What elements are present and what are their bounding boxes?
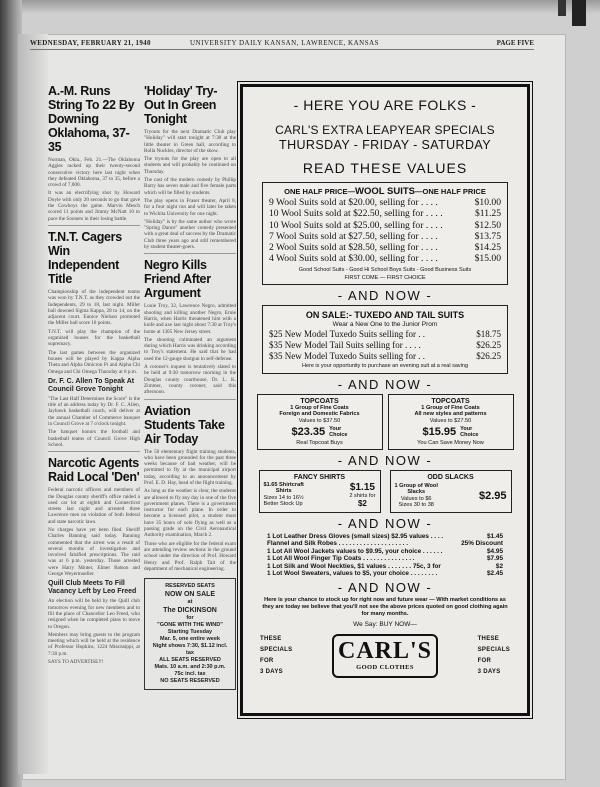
logo-carls: CARL'S: [337, 637, 433, 664]
topcoat-price-row: [393, 426, 509, 439]
lot-line: [267, 563, 503, 570]
divider: [144, 399, 236, 400]
shirts-line: Better Stock Up: [263, 501, 303, 508]
article-text: No charges have yet been filed. Sheriff Charles Banning said today. Banning commented that the arrest was a result of several months of investigation and involved falsified prescriptions. The raid was at 6 p.m. yesterday. Those arrested were Harry Minter, Elmer Batson and George Weyermueller.: [48, 526, 140, 578]
notice-line: The DICKINSON: [163, 607, 217, 615]
specials-line: THESE: [260, 635, 282, 642]
header-date: WEDNESDAY, FEBRUARY 21, 1940: [30, 39, 151, 47]
lot-text: 1 Lot Silk and Wool Neckties, $1 values . . . . . . . 75c, 3 for: [267, 562, 441, 570]
slacks-line: Values to $6: [400, 495, 432, 502]
ad-specials: CARL'S EXTRA LEAPYEAR SPECIALS: [275, 123, 495, 137]
ad-title: - HERE YOU ARE FOLKS -: [293, 97, 477, 113]
shirts-right: [349, 482, 375, 509]
tux-line: [269, 340, 501, 351]
wool-line-text: 2 Wool Suits sold at $28.50, selling for . . . .: [269, 242, 438, 254]
notice-line: 75c incl. tax: [174, 671, 206, 678]
news-column-1: [48, 80, 140, 770]
lot-text: Flannel and Silk Robes . . . . . . . . . . . . . . . . . . . .: [267, 540, 408, 548]
tuxedo-box: [262, 305, 508, 374]
lot-line: [267, 533, 503, 540]
lots-list: [267, 533, 503, 577]
article-text: Those who are eligible for the federal exam are attending review sections in the ground school under the direction of Prof. Howard Henry and Prof. Ralph Tait of the department of mechanical engineering.: [144, 540, 236, 572]
lot-price: $4.95: [487, 547, 503, 555]
topcoat-line: All new styles and patterns: [414, 411, 487, 418]
odd-slacks-box: [390, 470, 512, 513]
notice-line: Mar. 5, one entire week: [160, 636, 220, 643]
lot-text: 1 Lot All Wool Finger Tip Coats . . . . . . . . . . . . . . .: [267, 555, 415, 563]
topcoats-box-2: [388, 394, 514, 450]
tux-line: [269, 329, 501, 340]
notice-line: at: [187, 599, 193, 606]
lot-line: [267, 570, 503, 577]
divider: [48, 451, 140, 452]
shirts-heading: FANCY SHIRTS: [293, 473, 346, 481]
specials-line: FOR: [477, 657, 492, 664]
article-text: The tryouts for the play are open to all students and will probably be continued on Thursday.: [144, 156, 236, 175]
headline-holiday: 'Holiday' Try-Out In Green Tonight: [144, 84, 218, 126]
shirts-line: Shirts: [275, 488, 292, 495]
slacks-grid: [395, 483, 507, 509]
notice-line: ALL SEATS RESERVED: [159, 657, 221, 664]
news-column-2: [144, 80, 236, 770]
slacks-line: 1 Group of Wool: [394, 482, 438, 489]
notice-line: Mats. 10 a.m. and 2:30 p.m.: [154, 664, 226, 671]
headline-narcotic: Narcotic Agents Raid Local 'Den': [48, 456, 140, 485]
lot-line: [267, 540, 503, 547]
subhead-quill: Quill Club Meets To Fill Vacancy Left by Leo Freed: [48, 580, 137, 596]
notice-line: NOW ON SALE: [164, 591, 216, 599]
wool-head-left: ONE HALF PRICE—: [284, 187, 355, 196]
article-text: A coroner's inquest is tentatively slated to be held at 9:30 tomorrow morning in the Douglas county courthouse, Dr. L. K. Zimmer, county coroner, said this afternoon.: [144, 364, 236, 396]
lot-line: [267, 548, 503, 555]
shirts-line: Sizes 14 to 16½: [263, 494, 304, 501]
wool-foot-2: FIRST COME — FIRST CHOICE: [344, 274, 426, 281]
scan-clip-right-2: [558, 0, 566, 16]
wool-line-price: $15.00: [474, 253, 501, 265]
specials-line: 3 DAYS: [477, 668, 501, 675]
wool-suits-box: [262, 182, 508, 285]
notice-line: RESERVED SEATS: [165, 583, 215, 590]
subhead-allen: Dr. F. C. Allen To Speak At Council Grove Tonight: [48, 377, 135, 393]
shirts-price-pair: $2: [357, 499, 367, 509]
lot-text: 1 Lot All Wool Jackets values to $9.95, your choice . . . . . .: [267, 547, 443, 555]
header-paper-name: UNIVERSITY DAILY KANSAN, LAWRENCE, KANSAS: [190, 39, 380, 47]
headline-negro-kills: Negro Kills Friend After Argument: [144, 258, 211, 301]
carls-logo: [332, 634, 438, 678]
header-page-number: PAGE FIVE: [496, 39, 534, 47]
your-label: Your: [329, 425, 342, 432]
shirts-line: $1.65 Shirtcraft: [263, 481, 304, 488]
tux-line-price: $18.75: [476, 328, 501, 339]
article-text: Championship of the independent teams was won by T.N.T. as they crowded out the Independents, 29 to 18, last night. Miller ball downed Sigma Kappa, 28 to 14, on the adjacent court. Eunice Nielson promoted the Miller ball score 10 points.: [48, 288, 140, 327]
choice-label: Choice: [460, 432, 479, 439]
headline-aviation: Aviation Students Take Air Today: [144, 403, 225, 446]
shirts-slacks-row: [254, 470, 516, 513]
notice-line: Night shows 7:30, $1.12 incl. tax: [152, 643, 228, 657]
lot-price: $2: [495, 562, 503, 570]
these-specials-right: [478, 634, 510, 678]
carls-advertisement: [240, 84, 530, 716]
tux-heading: ON SALE:- TUXEDO AND TAIL SUITS: [305, 309, 465, 320]
lot-text: 1 Lot Leather Dress Gloves (small sizes) $2.95 values . . . .: [267, 532, 444, 540]
closing-text: Here is your chance to stock up for right now and future wear — With market conditions as they are today we believe that you'll not see the above prices quoted on good clothing again for many months.: [262, 597, 508, 617]
ad-footer: [260, 634, 510, 678]
these-specials-left: [260, 634, 292, 678]
wool-line-text: 10 Wool Suits sold at $25.00, selling for . . . .: [269, 219, 443, 231]
shirts-left: [264, 482, 304, 509]
your-label: Your: [460, 425, 473, 432]
topcoat-line: Foreign and Domestic Fabrics: [279, 411, 360, 418]
topcoat-line: 1 Group of Fine Coats: [421, 404, 480, 411]
and-now-divider: - AND NOW -: [337, 580, 433, 596]
topcoat-price-row: [262, 426, 378, 439]
wool-line-text: 7 Wool Suits sold at $27.50, selling for . . . .: [269, 230, 438, 242]
choice-label: Choice: [329, 432, 348, 439]
specials-line: SPECIALS: [477, 646, 510, 653]
tux-subheading: Wear a New One to the Junior Prom: [332, 320, 438, 328]
tux-line-text: $25 New Model Tuxedo Suits selling for . .: [269, 328, 426, 339]
page-binding-edge: [18, 34, 48, 774]
slacks-price: $2.95: [478, 489, 507, 502]
topcoat-heading: TOPCOATS: [431, 397, 470, 405]
page-header: [30, 36, 534, 50]
scan-frame-top: [0, 0, 600, 14]
topcoats-row: [254, 394, 516, 450]
ad-days: THURSDAY - FRIDAY - SATURDAY: [279, 138, 491, 152]
headline-oklahoma: A.-M. Runs String To 22 By Downing Oklahoma, 37-35: [48, 84, 135, 154]
and-now-divider: - AND NOW -: [337, 376, 433, 392]
article-text: The banquet honors the football and basketball teams of Council Grove High School.: [48, 429, 140, 448]
shirts-price: $1.15: [349, 481, 375, 493]
topcoat-price: $15.95: [422, 426, 457, 439]
and-now-divider: - AND NOW -: [337, 287, 433, 303]
slacks-line: Slacks: [407, 489, 426, 496]
article-text: As long as the weather is clear, the students are allowed to fly any day in one of the five government planes. There is a government instructor for each plane. In order to become a licensed pilot, a student must have 35 hours of solo flying as well as a passing grade on the Civil Aeronautical Authority examination, March 2.: [144, 488, 236, 539]
and-now-divider: - AND NOW -: [337, 515, 433, 531]
article-text: "Holiday" is by the same author who wrote "Spring Dance" another comedy presented with a great deal of success by the Dramatic Club three years ago and still remembered by student theater-goers.: [144, 218, 236, 251]
topcoat-heading: TOPCOATS: [300, 397, 339, 405]
lot-price: $1.45: [487, 532, 503, 540]
wool-line-price: $10.00: [474, 197, 501, 208]
ad-read-values: READ THESE VALUES: [302, 160, 468, 176]
wool-line: [269, 242, 501, 253]
article-text: Louie Troy, 32, Lawrence Negro, admitted shooting and killing another Negro, Ernie Harris, when Harris threatened him with a knife and axe last night about 7:30 at Troy's home at 1305 New Jersey street.: [144, 303, 236, 335]
your-choice: [329, 426, 347, 439]
wool-line-price: $11.25: [474, 208, 501, 220]
wool-suits-heading: [269, 186, 501, 197]
tux-line-text: $35 New Model Tuxedo Suits selling for . .: [269, 350, 426, 361]
buy-now-text: We Say: BUY NOW—: [353, 620, 417, 628]
headline-tnt: T.N.T. Cagers Win Independent Title: [48, 229, 122, 286]
article-text: The play opens in Fraser theater, April 8, for a four night run and will later be taken to Wichita University for one night.: [144, 197, 236, 217]
wool-head-mid: WOOL SUITS: [355, 186, 415, 197]
article-text: An election will be held by the Quill club tomorrow evening for new members and to fill the place of Chancellor Leo Freed, who resigned when he completed plans to move to Oregon.: [48, 598, 140, 630]
specials-line: THESE: [477, 635, 500, 642]
topcoat-foot: You Can Save Money Now: [417, 439, 484, 446]
slacks-left: [395, 483, 438, 509]
article-text: The last games between the organized houses will be played by Kappa Alpha Theta and Alpha Omicron Pi and Alpha Chi Omega and Chi Omega Thursday at 8 p.m.: [48, 349, 140, 375]
topcoat-foot: Real Topcoat Buys: [296, 439, 343, 446]
notice-line: Starting Tuesday: [167, 629, 213, 636]
wool-line-price: $13.75: [474, 230, 501, 242]
fancy-shirts-box: [259, 470, 381, 513]
topcoat-line: Values to $37.50: [298, 417, 341, 424]
tux-line-price: $26.25: [476, 350, 501, 361]
notice-line: NO SEATS RESERVED: [160, 678, 220, 685]
tux-line-text: $35 New Model Tail Suits selling for . . . .: [269, 339, 421, 350]
wool-line-text: 9 Wool Suits sold at $20.00, selling for . . . .: [269, 197, 438, 208]
wool-line: [269, 220, 501, 231]
slacks-line: Sizes 30 to 38: [398, 502, 434, 509]
wool-line: [269, 208, 501, 219]
article-text: It was an electrifying shot by Howard Doyle with only 20 seconds to go that gave the Cowboys the game. Marvin Mesch scored 11 points and Jimmy McNatt 10 to pace the Sooners in their losing battle.: [48, 190, 140, 222]
and-now-divider: - AND NOW -: [337, 452, 433, 468]
wool-line: [269, 231, 501, 242]
wool-line-text: 4 Wool Suits sold at $30.00, selling for . . . .: [269, 253, 438, 265]
topcoat-line: 1 Group of Fine Coats: [290, 404, 349, 411]
topcoat-line: Values to $27.50: [429, 417, 472, 424]
wool-line: [269, 197, 501, 208]
divider: [144, 253, 236, 254]
article-text: Members may bring guests to the program meeting which will be held at the residence of Professor Hopkins, 1224 Mississippi, at 7:30 p.m.: [48, 631, 140, 657]
lot-price: $7.95: [487, 555, 503, 563]
lot-line: [267, 555, 503, 562]
slacks-heading: ODD SLACKS: [427, 473, 474, 481]
article-text: Federal narcotic officers and members of the Douglas county sheriff's office raided a used car lot at eighth and Connecticut streets last night and arrested three Lawrence men on violation of both federal and state narcotic laws.: [48, 487, 140, 525]
topcoat-price: $23.35: [291, 426, 326, 439]
notice-line: "GONE WITH THE WIND": [157, 622, 223, 629]
article-text: "The Last Half Determines the Score" is the title of an address today by Dr. F. C. Allen, Jayhawk basketball coach, will deliver at the annual Chamber of Commerce banquet in Council Grove at 7 o'clock tonight.: [48, 395, 140, 428]
gone-with-the-wind-notice: [144, 578, 236, 690]
specials-line: 3 DAYS: [260, 668, 283, 675]
shirts-grid: [264, 482, 376, 509]
scan-clip-right: [572, 0, 586, 26]
article-text: The cast of the modern comedy by Phillip Barry has seven male and five female parts which will be filled by students.: [144, 177, 236, 196]
notice-line: for: [186, 615, 194, 622]
logo-good-clothes: GOOD CLOTHES: [356, 663, 414, 671]
tux-line-price: $26.25: [476, 339, 501, 350]
wool-line-text: 10 Wool Suits sold at $22.50, selling for . . . .: [269, 208, 443, 220]
article-text: Norman, Okla., Feb. 21.—The Oklahoma Aggies racked up their twenty-second consecutive victory here last night when they defeated Oklahoma, 37 to 35, before a crowd of 7,000.: [48, 157, 140, 189]
wool-line-price: $14.25: [474, 242, 501, 254]
wool-line-price: $12.50: [474, 219, 501, 231]
tux-line: [269, 351, 501, 362]
divider: [48, 225, 140, 226]
wool-line: [269, 253, 501, 264]
article-text: Tryouts for the next Dramatic Club play "Holiday" will start tonight at 7:30 at the little theater in Green hall, according to Rolla Nuckles, director of the show.: [144, 129, 236, 154]
article-text: The shooting culminated an argument during which Harris was drinking according to Troy's statement. He said that he had used the 12-gauge shotgun in self-defense.: [144, 336, 236, 362]
wool-head-right: —ONE HALF PRICE: [415, 187, 486, 196]
topcoats-box-1: [257, 394, 383, 450]
tux-foot: Here is your opportunity to purchase an evening suit at a real saving: [301, 362, 468, 369]
article-text: The 50 elementary flight training students, who have been grounded for the past three weeks because of bad weather, will be permitted to fly at the municipal airport today, according to an announcement by Prof. E. D. Hay, head of the flight training.: [144, 448, 236, 486]
lot-text: 1 Lot Wool Sweaters, values to $5, your choice . . . . . . . .: [267, 569, 438, 577]
specials-line: FOR: [260, 657, 274, 664]
shirts-line: 2 shirts for: [349, 492, 376, 499]
your-choice: [460, 426, 478, 439]
specials-line: SPECIALS: [260, 646, 293, 653]
lot-price: 25% Discount: [461, 540, 503, 548]
article-text: T.N.T. will play the champion of the organized houses for the basketball supremacy.: [48, 328, 140, 348]
article-text: SAYS TO ADVERTISE!!!: [48, 659, 104, 666]
lot-price: $2.45: [487, 569, 503, 577]
wool-foot-1: Good School Suits - Good Hi School Boys Suits - Good Business Suits: [298, 266, 472, 273]
